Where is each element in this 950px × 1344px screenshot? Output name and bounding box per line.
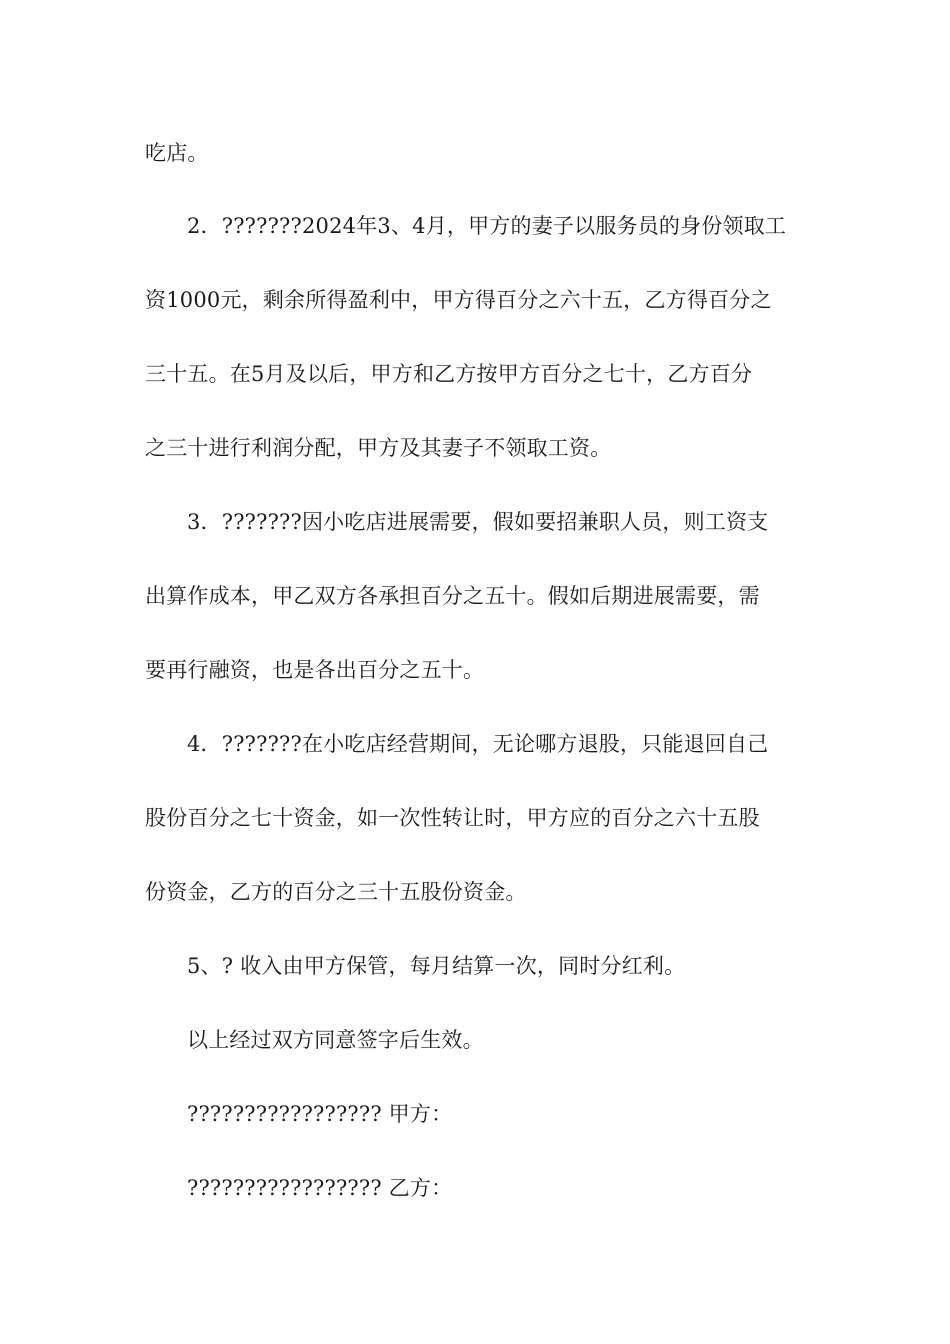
party-b-signature-line: ????????????????? 乙方：: [187, 1176, 453, 1200]
clause-2-line-1: 2．???????2024年3、4月，甲方的妻子以服务员的身份领取工: [187, 214, 787, 238]
clause-3-line-2: 出算作成本，甲乙双方各承担百分之五十。假如后期进展需要，需: [145, 584, 760, 608]
clause-4-line-3: 份资金，乙方的百分之三十五股份资金。: [145, 880, 527, 904]
clause-3-line-3: 要再行融资，也是各出百分之五十。: [145, 658, 485, 682]
clause-2-line-2: 资1000元，剩余所得盈利中，甲方得百分之六十五，乙方得百分之: [145, 288, 772, 312]
party-a-signature-line: ????????????????? 甲方：: [187, 1102, 453, 1126]
clause-3-line-1: 3．???????因小吃店进展需要，假如要招兼职人员，则工资支: [187, 510, 769, 534]
clause-2-line-4: 之三十进行利润分配，甲方及其妻子不领取工资。: [145, 436, 612, 460]
clause-4-line-1: 4．???????在小吃店经营期间，无论哪方退股，只能退回自己: [187, 732, 769, 756]
clause-4-line-2: 股份百分之七十资金，如一次性转让时，甲方应的百分之六十五股: [145, 806, 760, 830]
clause-5-line-1: 5、? 收入由甲方保管，每月结算一次，同时分红利。: [187, 954, 686, 978]
clause-2-line-3: 三十五。在5月及以后，甲方和乙方按甲方百分之七十，乙方百分: [145, 362, 753, 386]
paragraph-1-continuation: 吃店。: [145, 141, 209, 165]
effective-statement: 以上经过双方同意签字后生效。: [187, 1028, 484, 1052]
